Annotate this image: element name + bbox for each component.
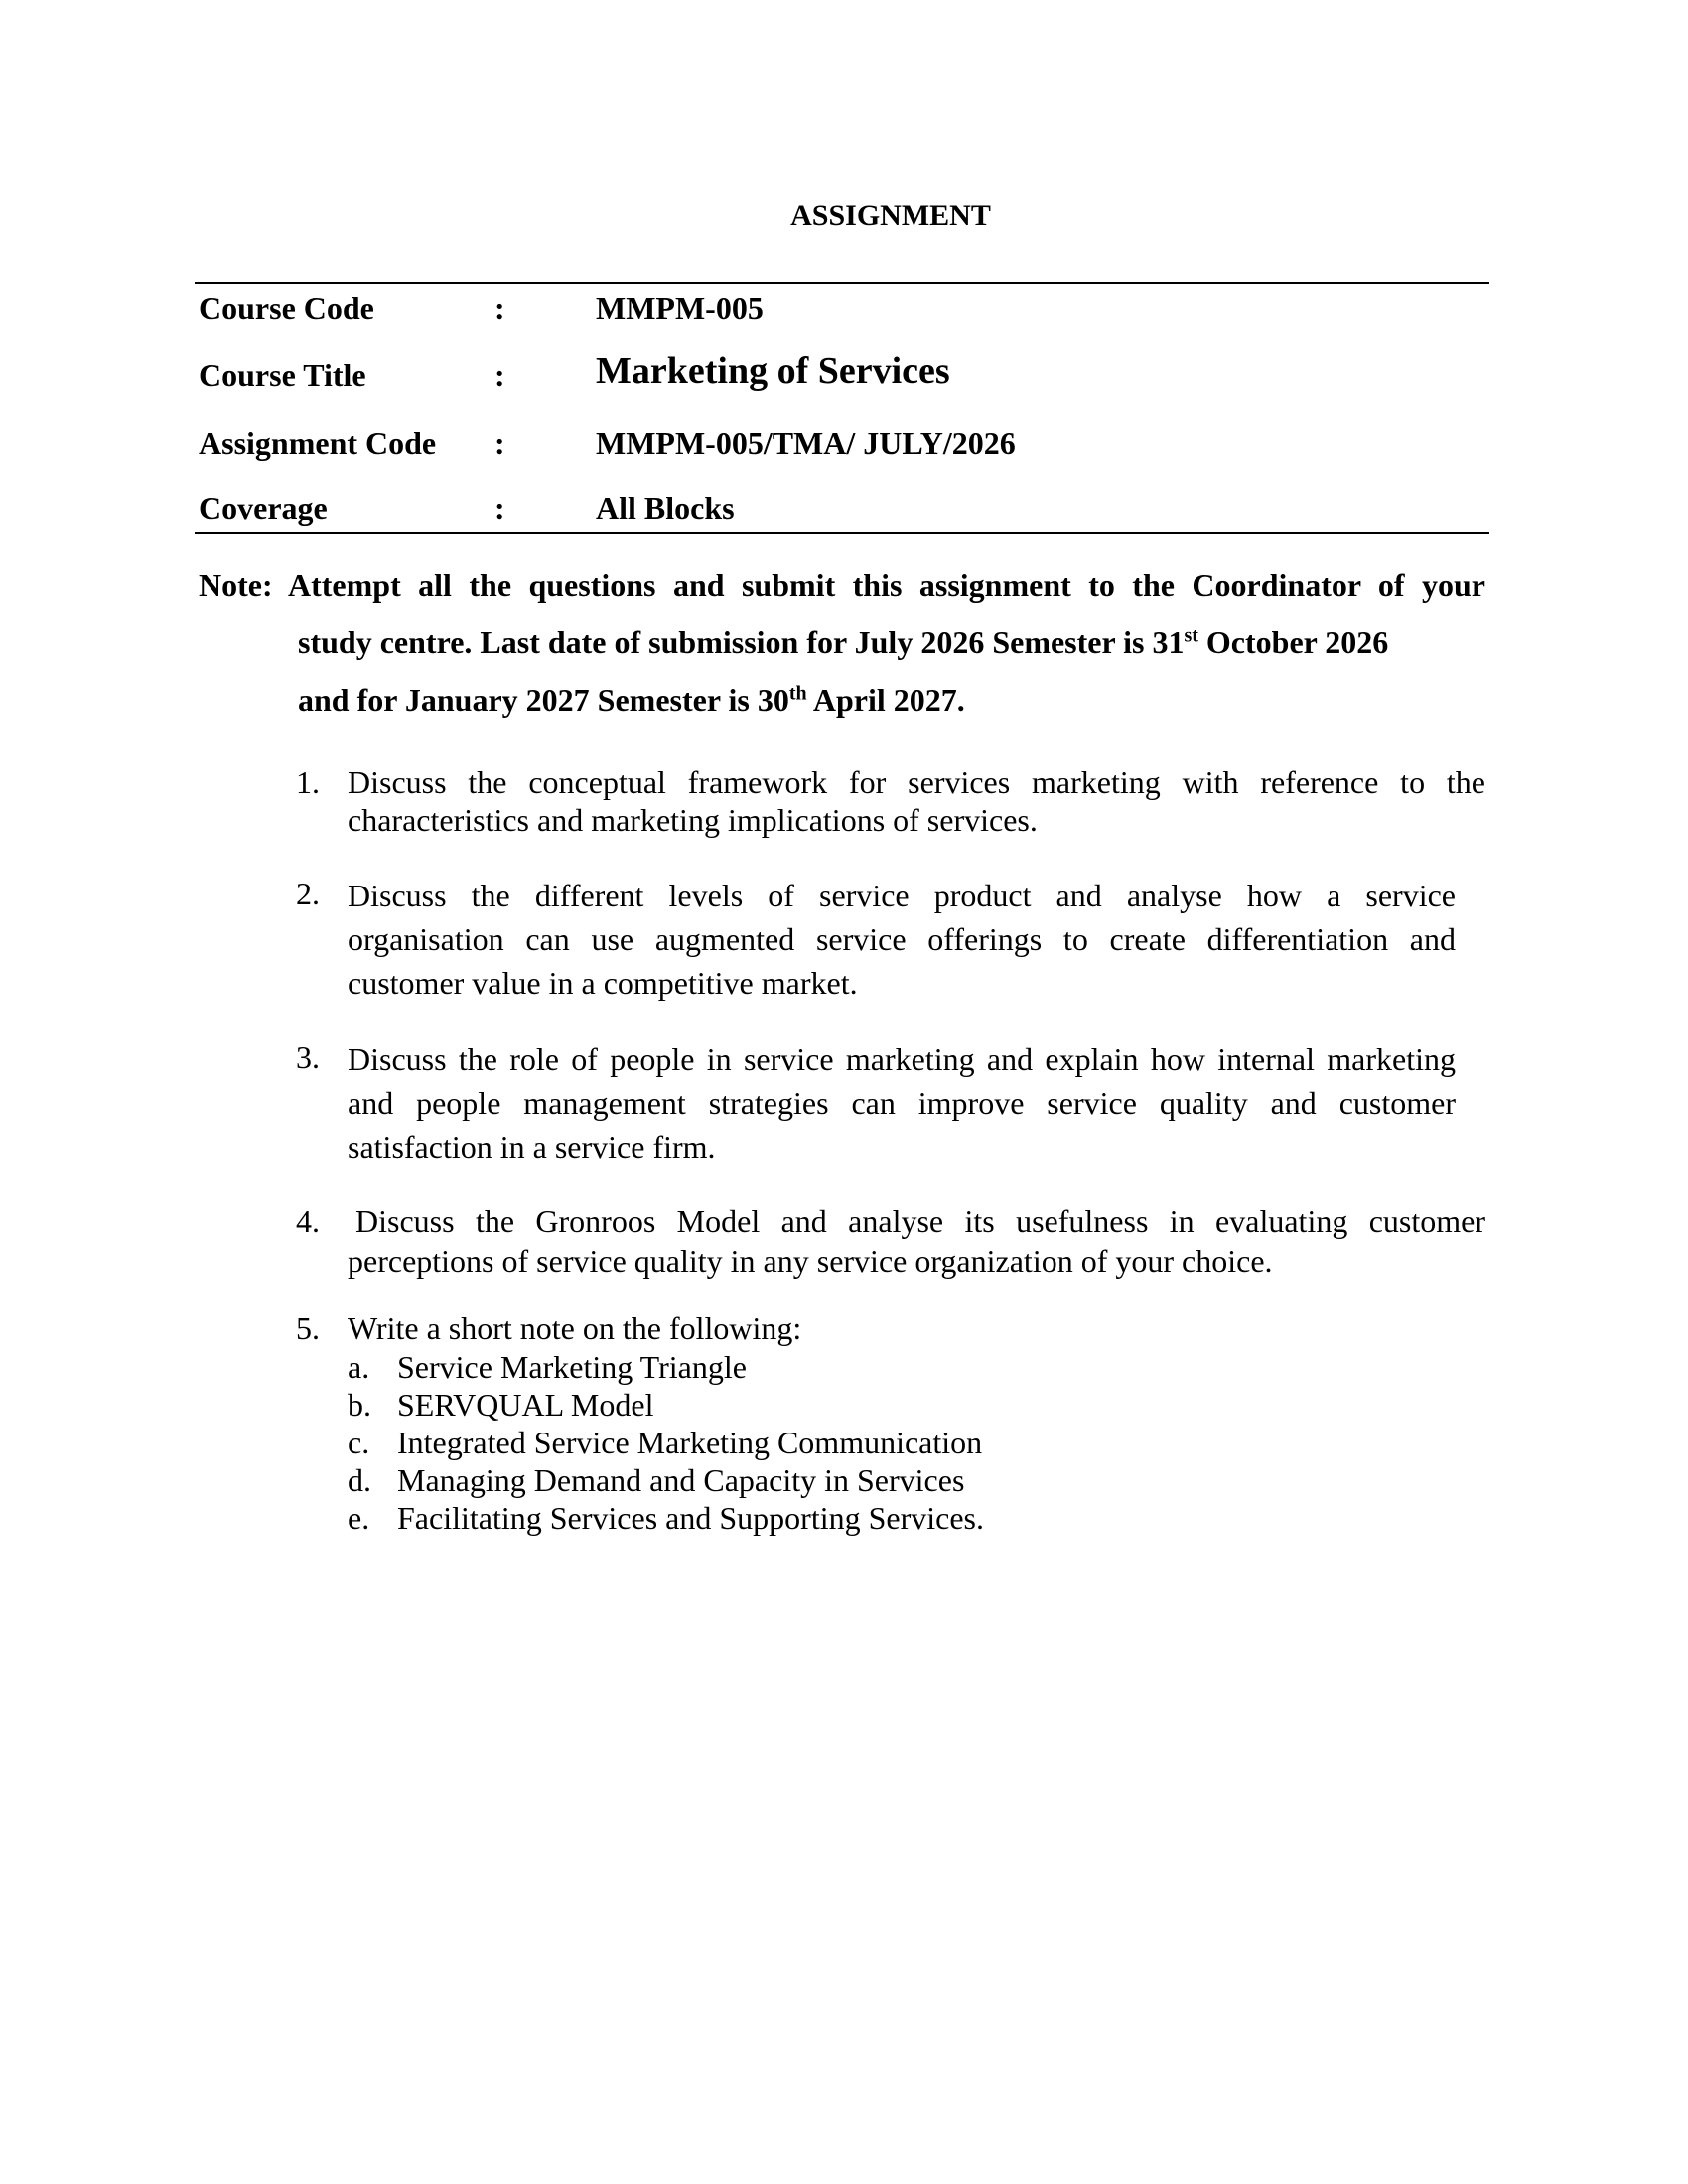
- coverage-row: [195, 488, 1489, 528]
- question-number: 4.: [296, 1203, 320, 1239]
- coverage-label: Coverage: [199, 490, 328, 526]
- course-code-row: [195, 288, 1489, 328]
- assignment-code-label: Assignment Code: [199, 425, 437, 461]
- assignment-code-value: MMPM-005/TMA/ JULY/2026: [596, 425, 1016, 461]
- page-title: ASSIGNMENT: [790, 200, 991, 232]
- note-line-2: study centre. Last date of submission for July 2026 Semester is 31st October 2026: [298, 624, 1389, 660]
- course-info-table: [195, 282, 1489, 534]
- course-code-label: Course Code: [199, 290, 374, 326]
- question-number: 5.: [296, 1310, 320, 1346]
- course-title-row: [195, 350, 1489, 395]
- question-number: 3.: [296, 1039, 320, 1075]
- question-5: Write a short note on the following:: [348, 1310, 802, 1346]
- question-2: Discuss the different levels of service product and analyse how a service organisation can use augmented service offerings to create differentiation and customer value in a competitive market.: [348, 878, 1456, 1001]
- question-1: Discuss the conceptual framework for services marketing with reference to the characteristics and marketing implications of services.: [348, 764, 1485, 838]
- coverage-value: All Blocks: [596, 490, 735, 526]
- separator: :: [494, 490, 505, 526]
- question-4: Discuss the Gronroos Model and analyse its usefulness in evaluating customer: [355, 1203, 1485, 1239]
- note-line-3: and for January 2027 Semester is 30th April 2027.: [298, 682, 965, 718]
- note-label: Note:: [199, 567, 273, 603]
- question-number: 2.: [296, 876, 320, 911]
- assignment-code-row: [195, 423, 1489, 463]
- question-4-line-2: perceptions of service quality in any service organization of your choice.: [348, 1243, 1273, 1279]
- course-title-value: Marketing of Services: [596, 350, 950, 392]
- course-code-value: MMPM-005: [596, 290, 764, 326]
- separator: :: [494, 290, 505, 326]
- note-line-1: Attempt all the questions and submit this assignment to the Coordinator of your: [288, 567, 1485, 603]
- separator: :: [494, 357, 505, 393]
- question-3: Discuss the role of people in service marketing and explain how internal marketing and people management strategies can improve service quality and customer satisfaction in a service firm.: [348, 1041, 1456, 1164]
- course-title-label: Course Title: [199, 357, 366, 393]
- separator: :: [494, 425, 505, 461]
- question-number: 1.: [296, 764, 320, 800]
